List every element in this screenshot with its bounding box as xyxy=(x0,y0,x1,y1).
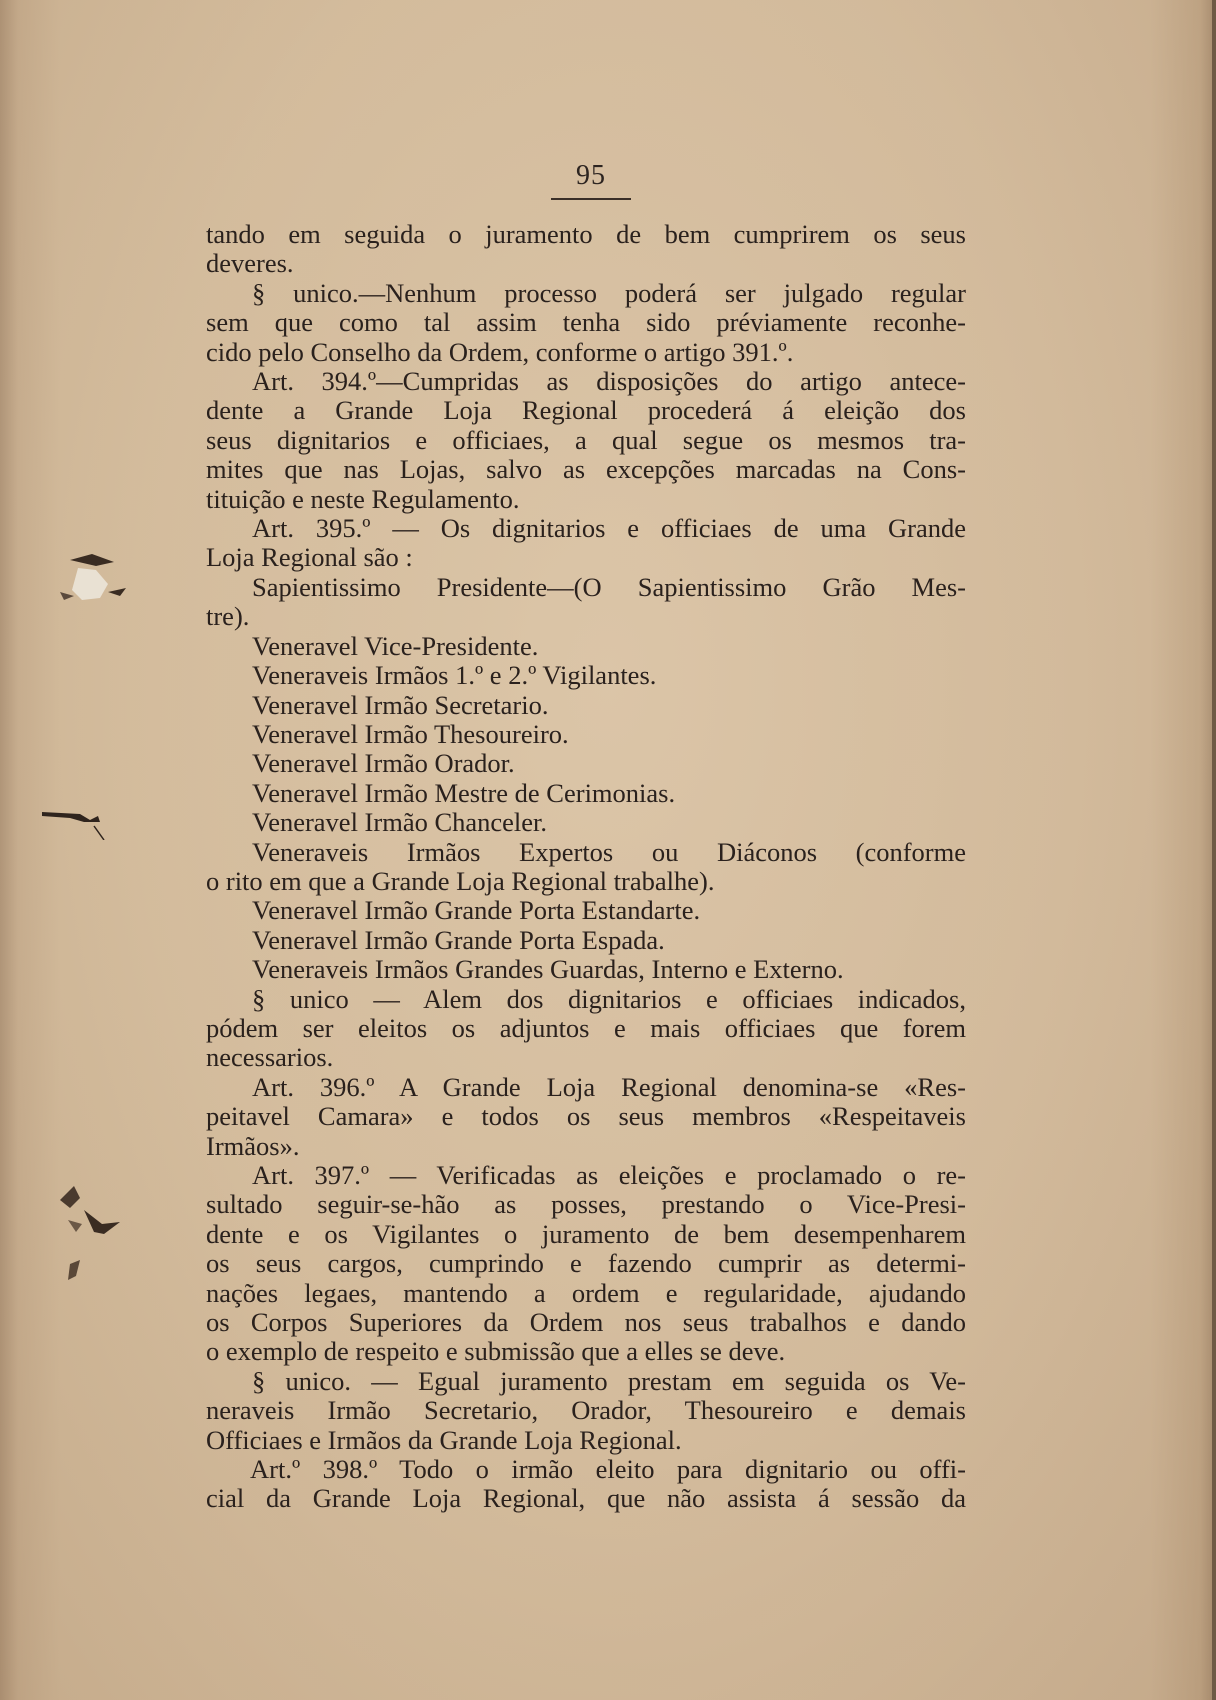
text-line: tando em seguida o juramento de bem cumprirem os seus xyxy=(206,219,966,249)
text-line: Art. 394.º—Cumpridas as disposições do artigo antece- xyxy=(252,366,966,397)
text-line: Loja Regional são : xyxy=(206,542,413,573)
list-item: Veneravel Vice-Presidente. xyxy=(252,630,539,661)
text-line: o rito em que a Grande Loja Regional trabalhe). xyxy=(206,865,715,896)
list-item: Veneravel Irmão Orador. xyxy=(252,748,515,779)
text-line: § unico. — Egual juramento prestam em seguida os Ve- xyxy=(252,1365,966,1396)
text-line: Art. 396.º A Grande Loja Regional denomina-se «Res- xyxy=(252,1071,966,1102)
list-item: Veneravel Irmão Chanceler. xyxy=(252,807,548,838)
list-item: Veneraveis Irmãos Grandes Guardas, Interno e Externo. xyxy=(252,954,844,985)
text-line: nações legaes, mantendo a ordem e regularidade, ajudando xyxy=(206,1277,966,1308)
text-line: os Corpos Superiores da Ordem nos seus trabalhos e dando xyxy=(206,1307,966,1338)
text-line: seus dignitarios e officiaes, a qual segue os mesmos tra- xyxy=(206,424,966,455)
page-edge xyxy=(1212,0,1216,1700)
text-line: Irmãos». xyxy=(206,1130,300,1161)
text-line: os seus cargos, cumprindo e fazendo cumprir as determi- xyxy=(206,1248,966,1279)
text-line: dente a Grande Loja Regional procederá á eleição dos xyxy=(206,395,966,426)
text-line: tituição e neste Regulamento. xyxy=(206,483,520,514)
paper-damage-mark xyxy=(30,540,130,620)
text-line: pódem ser eleitos os adjuntos e mais officiaes que forem xyxy=(206,1012,966,1043)
list-item: Veneravel Irmão Thesoureiro. xyxy=(252,718,569,749)
text-line: deveres. xyxy=(206,248,294,279)
text-line: Sapientissimo Presidente—(O Sapientissimo Grão Mes- xyxy=(252,571,966,602)
paper-damage-mark xyxy=(40,800,110,840)
list-item: Veneraveis Irmãos Expertos ou Diáconos (conforme xyxy=(252,836,966,867)
text-line: o exemplo de respeito e submissão que a elles se deve. xyxy=(206,1336,786,1367)
text-line: cial da Grande Loja Regional, que não assista á sessão da xyxy=(206,1483,966,1514)
page-number-rule xyxy=(551,198,631,200)
text-line: § unico — Alem dos dignitarios e officiaes indicados, xyxy=(252,983,966,1014)
body-text xyxy=(206,220,966,1514)
text-line: Art.º 398.º Todo o irmão eleito para dignitario ou offi- xyxy=(250,1454,966,1485)
text-line: tre). xyxy=(206,601,250,632)
list-item: Veneravel Irmão Grande Porta Espada. xyxy=(252,924,665,955)
text-line: peitavel Camara» e todos os seus membros «Respeitaveis xyxy=(206,1101,966,1132)
text-line: neraveis Irmão Secretario, Orador, Thesoureiro e demais xyxy=(206,1395,966,1426)
list-item: Veneravel Irmão Mestre de Cerimonias. xyxy=(252,777,676,808)
text-line: necessarios. xyxy=(206,1042,334,1073)
list-item: Veneraveis Irmãos 1.º e 2.º Vigilantes. xyxy=(252,660,657,691)
text-line: sem que como tal assim tenha sido préviamente reconhe- xyxy=(206,307,966,338)
text-line: Officiaes e Irmãos da Grande Loja Regional. xyxy=(206,1424,682,1455)
paper-damage-mark xyxy=(40,1180,130,1290)
page-number: 95 xyxy=(576,160,606,191)
text-line: Art. 397.º — Verificadas as eleições e proclamado o re- xyxy=(252,1160,966,1190)
list-item: Veneravel Irmão Secretario. xyxy=(252,689,549,720)
text-line: cido pelo Conselho da Ordem, conforme o artigo 391.º. xyxy=(206,336,794,367)
text-line: dente e os Vigilantes o juramento de bem desempenharem xyxy=(206,1218,966,1249)
text-line: sultado seguir-se-hão as posses, prestando o Vice-Presi- xyxy=(206,1189,966,1220)
text-line: § unico.—Nenhum processo poderá ser julgado regular xyxy=(252,277,966,308)
text-line: mites que nas Lojas, salvo as excepções marcadas na Cons- xyxy=(206,454,966,485)
list-item: Veneravel Irmão Grande Porta Estandarte. xyxy=(252,895,701,926)
text-line: Art. 395.º — Os dignitarios e officiaes de uma Grande xyxy=(252,513,966,544)
